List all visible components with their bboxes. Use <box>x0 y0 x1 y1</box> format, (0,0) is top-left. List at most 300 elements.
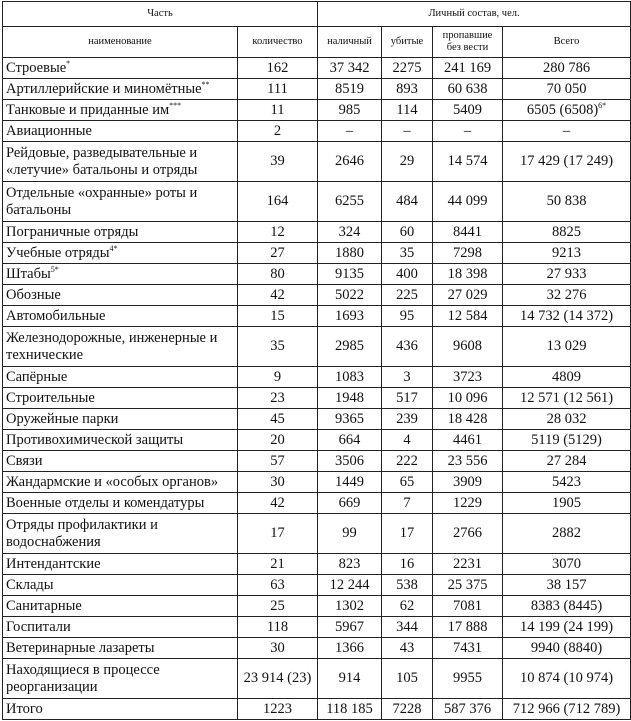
cell-qty <box>238 285 318 306</box>
value-qty: 23 914 (23) <box>243 670 312 686</box>
value-total: 38 157 <box>546 576 587 593</box>
value-missing: 10 096 <box>447 389 488 406</box>
cell-total <box>503 222 631 243</box>
cell-qty <box>238 554 318 575</box>
cell-missing <box>433 451 503 472</box>
value-qty: 42 <box>270 286 285 303</box>
cell-name <box>3 554 238 575</box>
value-missing: 241 169 <box>443 59 492 76</box>
cell-qty <box>238 182 318 222</box>
value-missing: 7298 <box>453 244 482 261</box>
cell-name <box>3 100 238 121</box>
table-row <box>3 222 631 243</box>
row-name: Строительные <box>6 389 95 406</box>
value-killed: 17 <box>399 525 415 541</box>
value-missing: 17 888 <box>447 618 488 635</box>
value-missing: – <box>463 122 472 139</box>
value-total: 8383 (8445) <box>530 597 603 614</box>
value-qty: 27 <box>270 244 285 261</box>
cell-qty <box>238 430 318 451</box>
row-name: Пограничные отряды <box>6 223 139 240</box>
cell-killed <box>382 285 433 306</box>
cell-missing <box>433 514 503 554</box>
cell-missing <box>433 430 503 451</box>
row-name: Госпитали <box>6 618 71 635</box>
value-qty: 9 <box>273 368 282 385</box>
cell-missing <box>433 79 503 100</box>
value-qty: 111 <box>267 80 288 97</box>
cell-present <box>318 596 382 617</box>
value-killed: 29 <box>399 153 415 169</box>
row-name: Штабы <box>6 265 51 282</box>
cell-total <box>503 306 631 327</box>
cell-present <box>318 388 382 409</box>
value-total: 5423 <box>552 473 582 490</box>
cell-name <box>3 264 238 285</box>
row-name: Склады <box>6 576 54 593</box>
table-row <box>3 699 631 720</box>
cell-missing <box>433 243 503 264</box>
cell-qty <box>238 79 318 100</box>
value-killed: 239 <box>396 410 418 427</box>
value-missing: 27 029 <box>447 286 488 303</box>
cell-present <box>318 638 382 659</box>
cell-total <box>503 659 631 699</box>
cell-total <box>503 472 631 493</box>
row-name: Рейдовые, разведывательные и «летучие» батальоны и отряды <box>6 144 198 178</box>
cell-total <box>503 79 631 100</box>
value-present: – <box>345 122 354 139</box>
value-killed: 893 <box>396 80 418 97</box>
cell-killed <box>382 638 433 659</box>
table-row <box>3 451 631 472</box>
cell-qty <box>238 575 318 596</box>
table-row <box>3 617 631 638</box>
cell-present <box>318 430 382 451</box>
value-qty: 2 <box>273 122 282 139</box>
cell-present <box>318 451 382 472</box>
value-killed: 225 <box>396 286 418 303</box>
value-present: 3506 <box>335 452 364 469</box>
cell-present <box>318 306 382 327</box>
value-missing: 8441 <box>453 223 482 240</box>
table-row <box>3 596 631 617</box>
cell-missing <box>433 699 503 720</box>
cell-name <box>3 617 238 638</box>
cell-total <box>503 367 631 388</box>
cell-killed <box>382 699 433 720</box>
value-missing: 7431 <box>453 639 482 656</box>
cell-total <box>503 388 631 409</box>
table-row <box>3 367 631 388</box>
value-total: 32 276 <box>546 286 587 303</box>
row-name: Оружейные парки <box>6 410 119 427</box>
cell-qty <box>238 388 318 409</box>
value-qty: 45 <box>270 410 285 427</box>
value-qty: 23 <box>270 389 285 406</box>
cell-missing <box>433 617 503 638</box>
row-name: Находящиеся в процессе реорганизации <box>6 661 160 695</box>
value-qty: 17 <box>270 525 285 541</box>
value-qty: 164 <box>266 193 289 209</box>
table-row <box>3 121 631 142</box>
value-qty: 57 <box>270 452 285 469</box>
value-total: 280 786 <box>542 59 591 76</box>
header-total: Всего <box>503 27 631 58</box>
cell-present <box>318 327 382 367</box>
cell-total <box>503 430 631 451</box>
cell-missing <box>433 596 503 617</box>
cell-missing <box>433 121 503 142</box>
cell-total <box>503 100 631 121</box>
cell-qty <box>238 514 318 554</box>
cell-present <box>318 264 382 285</box>
table-row <box>3 409 631 430</box>
row-name: Отряды профилактики и водоснабжения <box>6 516 158 550</box>
cell-name <box>3 472 238 493</box>
cell-name <box>3 243 238 264</box>
cell-missing <box>433 472 503 493</box>
value-missing: 14 574 <box>447 153 488 169</box>
cell-qty <box>238 472 318 493</box>
value-qty: 15 <box>270 307 285 324</box>
header-present: наличный <box>318 27 382 58</box>
row-name: Железнодорожные, инженерные и технические <box>6 329 218 363</box>
table-row <box>3 659 631 699</box>
value-missing: 1229 <box>453 494 482 511</box>
value-present: 9135 <box>335 265 364 282</box>
value-killed: – <box>403 122 411 139</box>
row-name: Авиационные <box>6 122 92 139</box>
cell-killed <box>382 575 433 596</box>
cell-missing <box>433 409 503 430</box>
personnel-table <box>2 1 631 720</box>
value-total: 9940 (8840) <box>530 639 603 656</box>
value-qty: 80 <box>270 265 285 282</box>
cell-present <box>318 182 382 222</box>
value-present: 1302 <box>335 597 364 614</box>
cell-killed <box>382 430 433 451</box>
cell-qty <box>238 58 318 79</box>
cell-name <box>3 409 238 430</box>
value-present: 118 185 <box>326 700 373 717</box>
value-total: 27 284 <box>546 452 587 469</box>
cell-name <box>3 493 238 514</box>
value-killed: 60 <box>399 223 415 240</box>
value-total: 14 199 (24 199) <box>520 618 614 635</box>
value-killed: 7 <box>403 494 411 511</box>
cell-missing <box>433 638 503 659</box>
cell-killed <box>382 243 433 264</box>
value-killed: 62 <box>399 597 415 614</box>
value-total: 27 933 <box>546 265 587 282</box>
cell-present <box>318 493 382 514</box>
cell-missing <box>433 659 503 699</box>
value-present: 12 244 <box>329 576 370 593</box>
cell-name <box>3 306 238 327</box>
cell-present <box>318 142 382 182</box>
value-total: 10 874 (10 974) <box>520 670 614 686</box>
value-killed: 538 <box>396 576 418 593</box>
cell-present <box>318 617 382 638</box>
cell-name <box>3 222 238 243</box>
value-killed: 95 <box>399 307 415 324</box>
cell-missing <box>433 285 503 306</box>
table-row <box>3 388 631 409</box>
table-row <box>3 514 631 554</box>
footnote-mark: 4* <box>109 243 118 253</box>
cell-missing <box>433 493 503 514</box>
row-name: Противохимической защиты <box>6 431 184 448</box>
value-killed: 517 <box>396 389 418 406</box>
value-killed: 16 <box>399 555 415 572</box>
value-qty: 25 <box>270 597 285 614</box>
cell-qty <box>238 596 318 617</box>
cell-missing <box>433 142 503 182</box>
cell-qty <box>238 659 318 699</box>
value-qty: 1223 <box>263 700 292 717</box>
cell-killed <box>382 182 433 222</box>
cell-total <box>503 264 631 285</box>
value-present: 1366 <box>335 639 364 656</box>
value-present: 5967 <box>335 618 364 635</box>
value-present: 1693 <box>335 307 364 324</box>
cell-qty <box>238 327 318 367</box>
table-row <box>3 100 631 121</box>
table-row <box>3 493 631 514</box>
value-present: 1449 <box>335 473 364 490</box>
value-missing: 5409 <box>453 101 482 118</box>
cell-qty <box>238 264 318 285</box>
cell-name <box>3 327 238 367</box>
table-row <box>3 327 631 367</box>
cell-name <box>3 699 238 720</box>
value-total: 13 029 <box>546 338 587 354</box>
cell-name <box>3 451 238 472</box>
header-killed: убитые <box>382 27 433 58</box>
value-total: 1905 <box>552 494 582 511</box>
footnote-mark: * <box>66 58 71 68</box>
value-present: 8519 <box>335 80 364 97</box>
cell-total <box>503 182 631 222</box>
cell-killed <box>382 79 433 100</box>
cell-name <box>3 58 238 79</box>
cell-killed <box>382 493 433 514</box>
value-qty: 118 <box>266 618 289 635</box>
cell-present <box>318 554 382 575</box>
value-total: 12 571 (12 561) <box>520 389 614 406</box>
cell-total <box>503 327 631 367</box>
value-missing: 3723 <box>453 368 482 385</box>
cell-total <box>503 142 631 182</box>
cell-present <box>318 243 382 264</box>
cell-total <box>503 243 631 264</box>
value-qty: 20 <box>270 431 285 448</box>
value-total: – <box>562 122 571 139</box>
value-present: 669 <box>338 494 361 511</box>
row-name: Учебные отряды <box>6 244 110 261</box>
table-row <box>3 472 631 493</box>
value-killed: 400 <box>396 265 418 282</box>
value-total: 2882 <box>552 525 582 541</box>
value-missing: 12 584 <box>447 307 488 324</box>
cell-missing <box>433 222 503 243</box>
cell-missing <box>433 264 503 285</box>
value-present: 5022 <box>335 286 364 303</box>
value-total: 5119 (5129) <box>531 431 602 448</box>
value-qty: 30 <box>270 473 285 490</box>
cell-total <box>503 699 631 720</box>
value-present: 914 <box>338 670 361 686</box>
value-missing: 23 556 <box>447 452 488 469</box>
value-killed: 114 <box>396 101 418 118</box>
row-name: Артиллерийские и миномётные <box>6 80 202 97</box>
cell-killed <box>382 388 433 409</box>
value-total: 6505 (6508) <box>526 101 599 118</box>
cell-qty <box>238 222 318 243</box>
cell-name <box>3 285 238 306</box>
value-total: 4809 <box>552 368 582 385</box>
value-total: 28 032 <box>546 410 587 427</box>
cell-present <box>318 659 382 699</box>
footnote-mark: *** <box>169 100 182 110</box>
value-missing: 18 398 <box>447 265 488 282</box>
row-name: Строевые <box>6 59 67 76</box>
table-row <box>3 264 631 285</box>
cell-killed <box>382 472 433 493</box>
value-killed: 43 <box>399 639 415 656</box>
cell-total <box>503 121 631 142</box>
cell-present <box>318 79 382 100</box>
cell-name <box>3 142 238 182</box>
cell-missing <box>433 182 503 222</box>
row-name: Связи <box>6 452 43 469</box>
cell-qty <box>238 699 318 720</box>
value-missing: 9955 <box>453 670 482 686</box>
value-missing: 9608 <box>453 338 482 354</box>
cell-present <box>318 367 382 388</box>
table-row <box>3 306 631 327</box>
footnote-mark: ** <box>201 79 210 89</box>
cell-qty <box>238 367 318 388</box>
cell-missing <box>433 58 503 79</box>
cell-total <box>503 493 631 514</box>
cell-name <box>3 121 238 142</box>
value-total: 9213 <box>552 244 582 261</box>
value-present: 324 <box>338 223 361 240</box>
cell-killed <box>382 100 433 121</box>
value-missing: 7081 <box>453 597 482 614</box>
cell-killed <box>382 222 433 243</box>
cell-name <box>3 430 238 451</box>
value-missing: 4461 <box>453 431 482 448</box>
table-row <box>3 142 631 182</box>
value-qty: 42 <box>270 494 285 511</box>
table-row <box>3 430 631 451</box>
value-killed: 35 <box>399 244 415 261</box>
cell-qty <box>238 100 318 121</box>
table-row <box>3 554 631 575</box>
row-name: Интендантские <box>6 555 101 572</box>
value-qty: 12 <box>270 223 285 240</box>
row-name: Санитарные <box>6 597 82 614</box>
cell-name <box>3 367 238 388</box>
value-qty: 35 <box>270 338 285 354</box>
cell-killed <box>382 514 433 554</box>
cell-total <box>503 596 631 617</box>
value-missing: 3909 <box>453 473 482 490</box>
row-name: Сапёрные <box>6 368 68 385</box>
value-total: 3070 <box>552 555 582 572</box>
cell-name <box>3 182 238 222</box>
cell-total <box>503 451 631 472</box>
value-qty: 21 <box>270 555 285 572</box>
footnote-mark: 5* <box>50 264 59 274</box>
cell-total <box>503 514 631 554</box>
row-name: Жандармские и «особых органов» <box>6 473 219 490</box>
cell-qty <box>238 306 318 327</box>
value-killed: 105 <box>396 670 418 686</box>
cell-total <box>503 554 631 575</box>
cell-present <box>318 575 382 596</box>
table-row <box>3 638 631 659</box>
value-qty: 30 <box>270 639 285 656</box>
cell-present <box>318 514 382 554</box>
row-name: Обозные <box>6 286 61 303</box>
cell-name <box>3 596 238 617</box>
value-killed: 222 <box>396 452 418 469</box>
cell-name <box>3 388 238 409</box>
table-row <box>3 79 631 100</box>
cell-name <box>3 514 238 554</box>
cell-qty <box>238 638 318 659</box>
cell-name <box>3 659 238 699</box>
table-row <box>3 182 631 222</box>
row-name: Танковые и приданные им <box>6 101 170 118</box>
cell-total <box>503 638 631 659</box>
table-row <box>3 58 631 79</box>
cell-qty <box>238 121 318 142</box>
value-qty: 63 <box>270 576 285 593</box>
value-present: 99 <box>342 525 357 541</box>
row-name: Автомобильные <box>6 307 106 324</box>
cell-qty <box>238 142 318 182</box>
cell-name <box>3 79 238 100</box>
value-total: 70 050 <box>546 80 587 97</box>
cell-missing <box>433 575 503 596</box>
cell-present <box>318 222 382 243</box>
value-missing: 60 638 <box>447 80 488 97</box>
cell-killed <box>382 409 433 430</box>
row-name: Военные отделы и комендатуры <box>6 494 205 511</box>
value-total: 8825 <box>552 223 582 240</box>
value-present: 664 <box>338 431 361 448</box>
cell-killed <box>382 142 433 182</box>
value-missing: 44 099 <box>447 193 488 209</box>
cell-qty <box>238 617 318 638</box>
cell-missing <box>433 554 503 575</box>
value-missing: 2231 <box>453 555 482 572</box>
value-killed: 484 <box>396 193 418 209</box>
value-present: 6255 <box>335 193 364 209</box>
value-missing: 18 428 <box>447 410 488 427</box>
cell-killed <box>382 596 433 617</box>
table-row <box>3 243 631 264</box>
value-killed: 436 <box>396 338 418 354</box>
value-total: 14 732 (14 372) <box>520 307 614 324</box>
header-missing: пропавшие без вести <box>433 27 503 58</box>
cell-killed <box>382 58 433 79</box>
